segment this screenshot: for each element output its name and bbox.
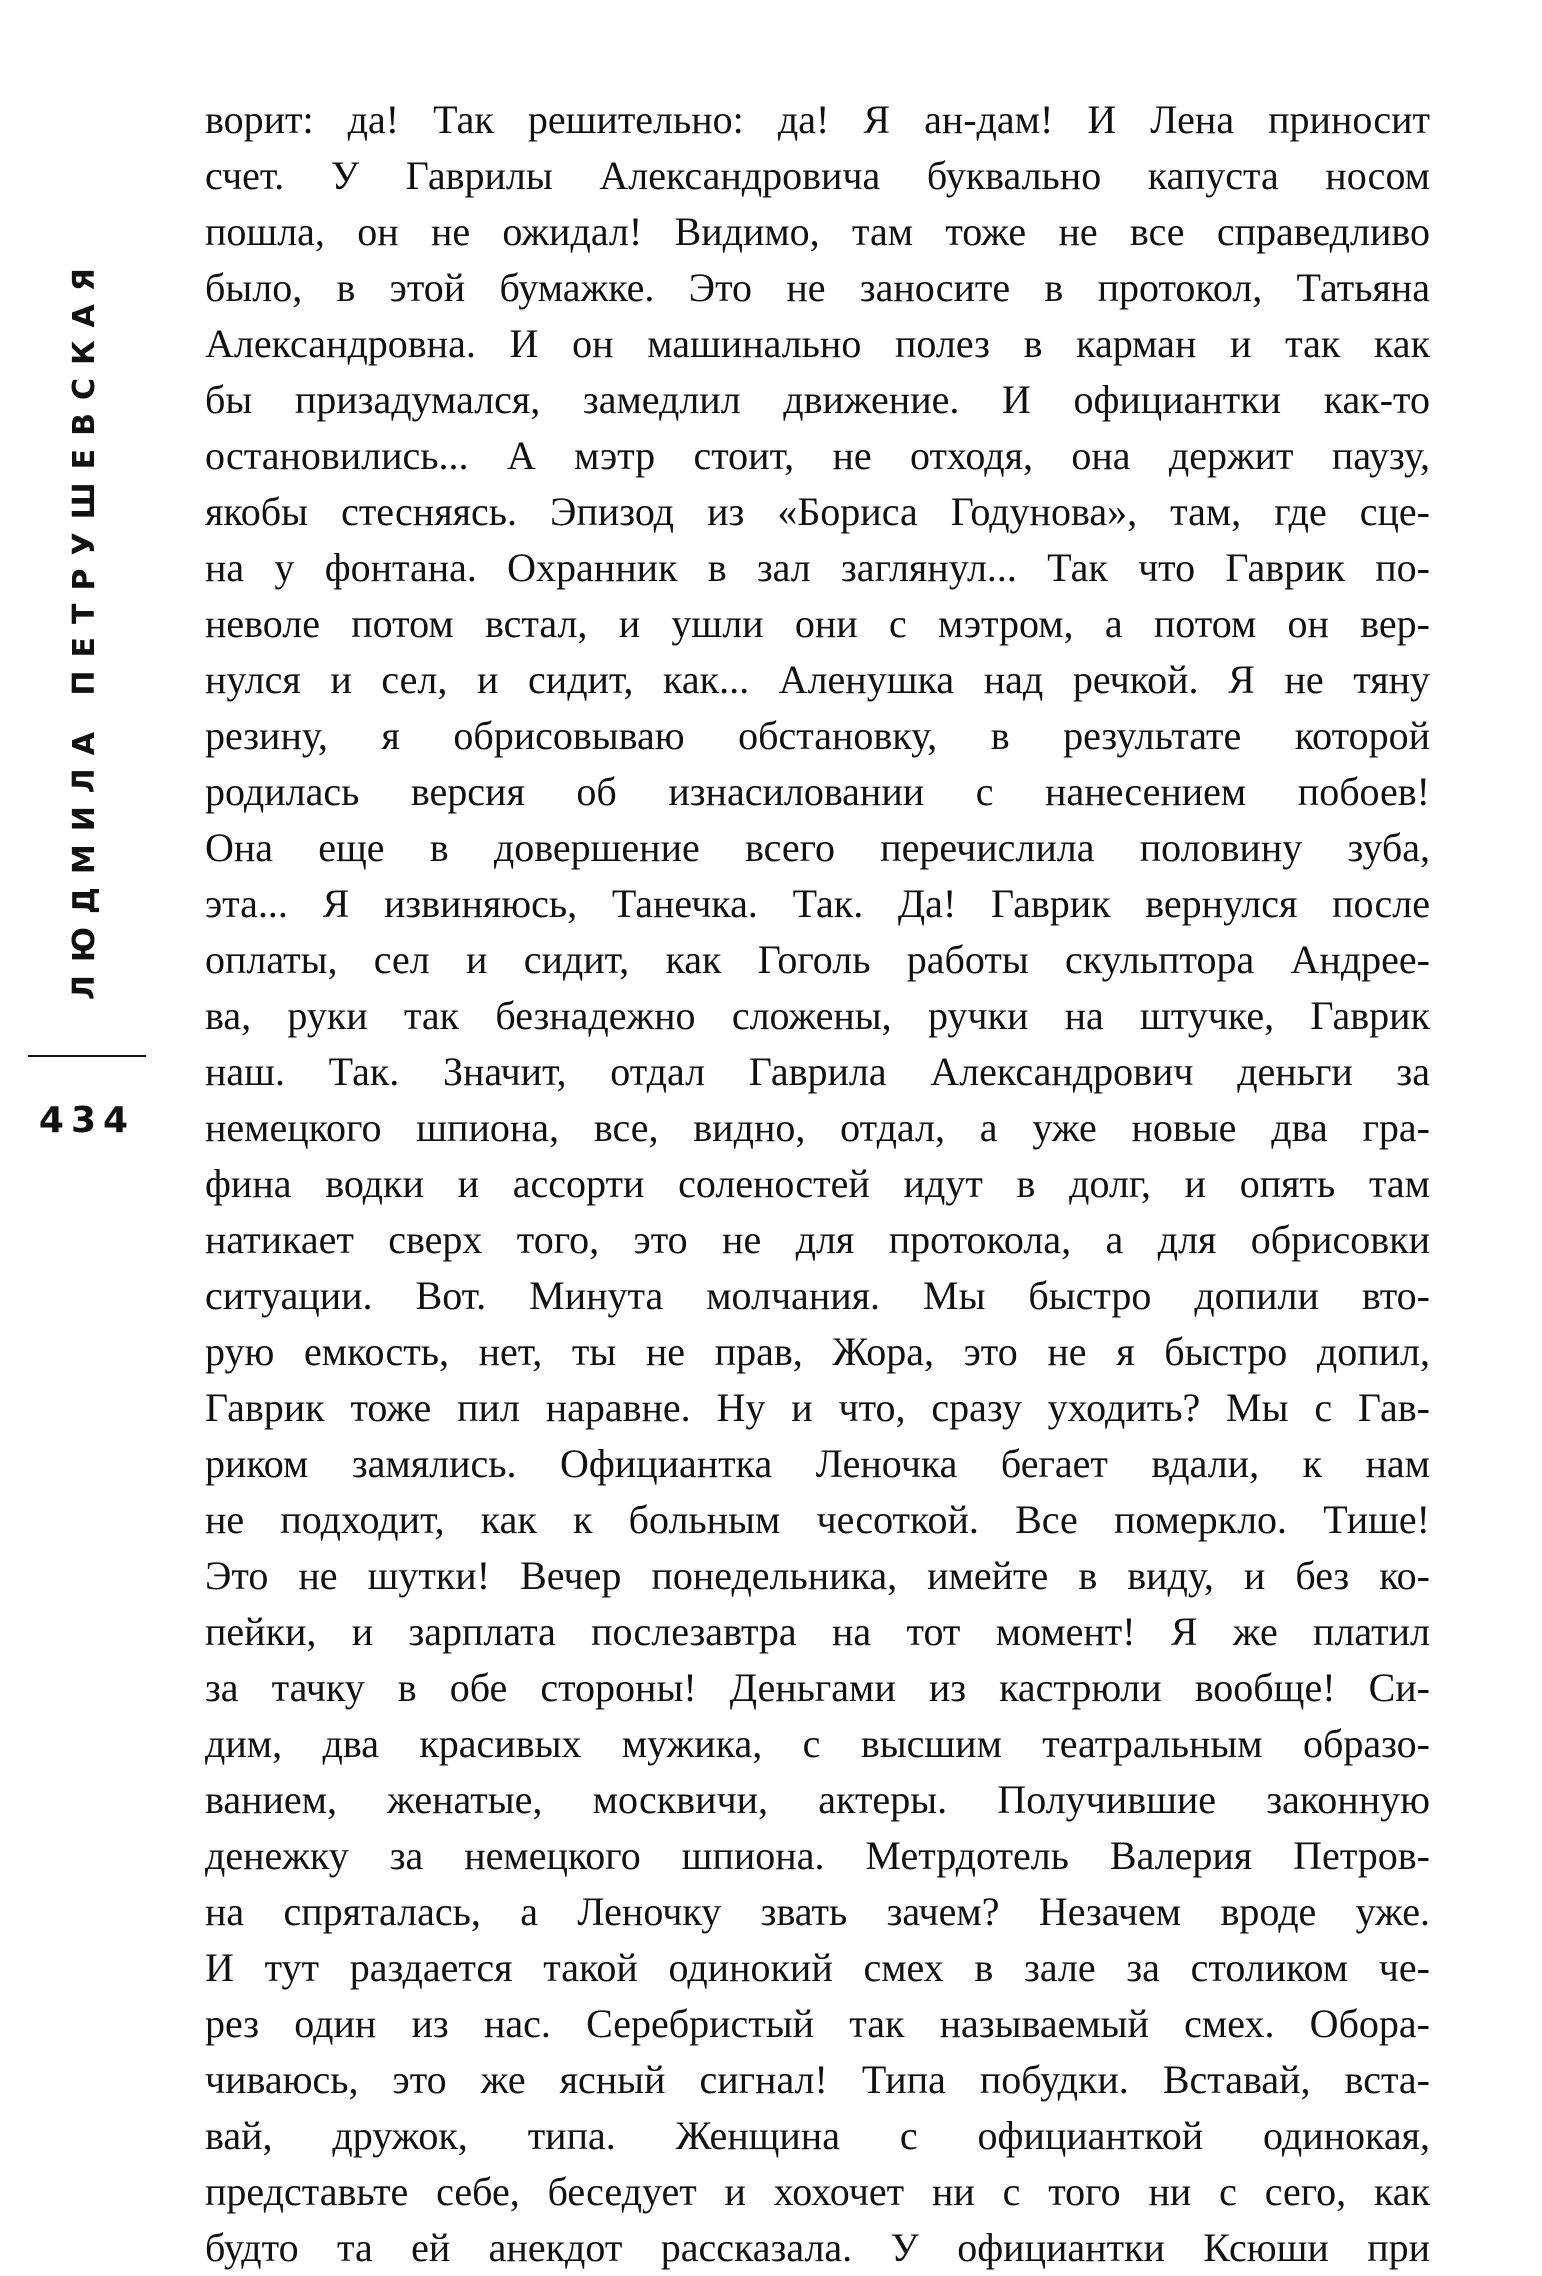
text-line: будто та ей анекдот рассказала. У официантки Ксюши при (205, 2225, 1430, 2270)
text-line: ситуации. Вот. Минута молчания. Мы быстро допили вто- (205, 1273, 1430, 1318)
text-line: денежку за немецкого шпиона. Метрдотель Валерия Петров- (205, 1833, 1430, 1878)
text-line: на у фонтана. Охранник в зал заглянул... Так что Гаврик по- (205, 545, 1430, 590)
text-line: натикает сверх того, это не для протокола, а для обрисовки (205, 1217, 1430, 1262)
text-line: Это не шутки! Вечер понедельника, имейте в виду, и без ко- (205, 1553, 1430, 1598)
text-line: было, в этой бумажке. Это не заносите в протокол, Татьяна (205, 265, 1430, 310)
body-text (205, 92, 1430, 2276)
text-line: неволе потом встал, и ушли они с мэтром, а потом он вер- (205, 601, 1430, 646)
text-line: фина водки и ассорти соленостей идут в долг, и опять там (205, 1161, 1430, 1206)
text-line: на спряталась, а Леночку звать зачем? Незачем вроде уже. (205, 1889, 1430, 1934)
running-head-author: ЛЮДМИЛА ПЕТРУШЕВСКАЯ (67, 255, 102, 1000)
text-line: Она еще в довершение всего перечислила половину зуба, (205, 825, 1430, 870)
text-line: эта... Я извиняюсь, Танечка. Так. Да! Гаврик вернулся после (205, 881, 1430, 926)
text-line: нулся и сел, и сидит, как... Аленушка над речкой. Я не тяну (205, 657, 1430, 702)
text-line: представьте себе, беседует и хохочет ни с того ни с сего, как (205, 2169, 1430, 2214)
text-line: чиваюсь, это же ясный сигнал! Типа побудки. Вставай, вста- (205, 2057, 1430, 2102)
text-line: бы призадумался, замедлил движение. И официантки как-то (205, 377, 1430, 422)
text-line: И тут раздается такой одинокий смех в зале за столиком че- (205, 1945, 1430, 1990)
folio-rule (28, 1055, 146, 1057)
text-line: оплаты, сел и сидит, как Гоголь работы скульптора Андрее- (205, 937, 1430, 982)
text-line: ворит: да! Так решительно: да! Я ан-дам! И Лена приносит (205, 97, 1430, 142)
text-line: резину, я обрисовываю обстановку, в результате которой (205, 713, 1430, 758)
text-line: Гаврик тоже пил наравне. Ну и что, сразу уходить? Мы с Гав- (205, 1385, 1430, 1430)
text-line: счет. У Гаврилы Александровича буквально капуста носом (205, 153, 1430, 198)
text-line: наш. Так. Значит, отдал Гаврила Александрович деньги за (205, 1049, 1430, 1094)
text-line: пейки, и зарплата послезавтра на тот момент! Я же платил (205, 1609, 1430, 1654)
text-line: остановились... А мэтр стоит, не отходя, она держит паузу, (205, 433, 1430, 478)
text-line: пошла, он не ожидал! Видимо, там тоже не все справедливо (205, 209, 1430, 254)
text-line: риком замялись. Официантка Леночка бегает вдали, к нам (205, 1441, 1430, 1486)
text-line: родилась версия об изнасиловании с нанесением побоев! (205, 769, 1430, 814)
text-line: за тачку в обе стороны! Деньгами из кастрюли вообще! Си- (205, 1665, 1430, 1710)
text-line: дим, два красивых мужика, с высшим театральным образо- (205, 1721, 1430, 1766)
text-line: ва, руки так безнадежно сложены, ручки на штучке, Гаврик (205, 993, 1430, 1038)
text-line: не подходит, как к больным чесоткой. Все померкло. Тише! (205, 1497, 1430, 1542)
text-line: Александровна. И он машинально полез в карман и так как (205, 321, 1430, 366)
text-line: вай, дружок, типа. Женщина с официанткой одинокая, (205, 2113, 1430, 2158)
text-line: немецкого шпиона, все, видно, отдал, а уже новые два гра- (205, 1105, 1430, 1150)
text-line: рую емкость, нет, ты не прав, Жора, это не я быстро допил, (205, 1329, 1430, 1374)
text-line: ванием, женатые, москвичи, актеры. Получившие законную (205, 1777, 1430, 1822)
page-number: 434 (38, 1100, 136, 1141)
text-line: якобы стесняясь. Эпизод из «Бориса Годунова», там, где сце- (205, 489, 1430, 534)
text-line: рез один из нас. Серебристый так называемый смех. Обора- (205, 2001, 1430, 2046)
